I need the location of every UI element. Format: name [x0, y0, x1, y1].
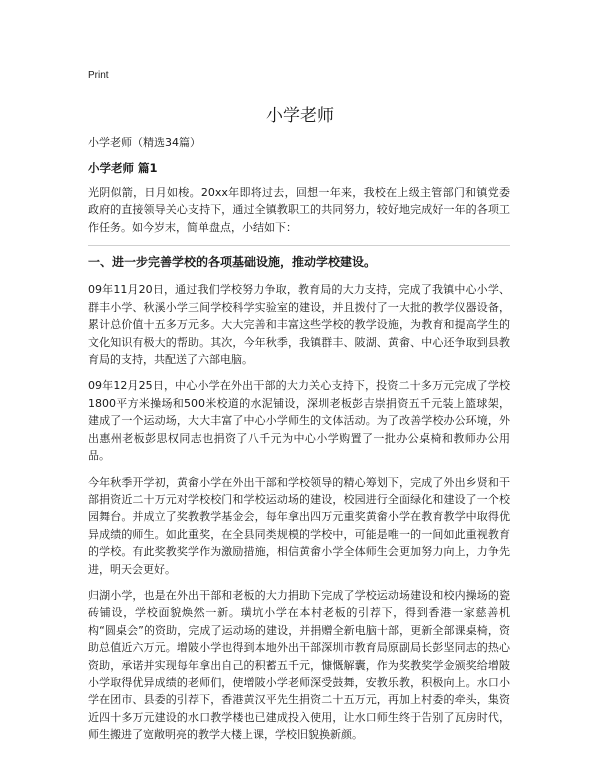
print-link[interactable]: Print: [88, 70, 109, 81]
section-heading: 小学老师 篇1: [88, 161, 158, 176]
document-body: [88, 134, 510, 753]
page-title: 小学老师: [266, 106, 334, 126]
intro-paragraph: 光阴似箭，日月如梭。20xx年即将过去，回想一年来，我校在上级主管部门和镇党委政府的直接领导关心支持下，通过全镇教职工的共同努力，较好地完成好一年的各项工作任务。如今岁末，简单盘点，小结如下：: [88, 185, 510, 234]
paragraph: 今年秋季开学初，黄畲小学在外出干部和学校领导的精心筹划下，完成了外出乡贤和干部捐资近二十万元对学校校门和学校运动场的建设，校园进行全面绿化和建设了一个校园舞台。并成立了奖教教学基金会，每年拿出四万元重奖黄畲小学在教育教学中取得优异成绩的师生。如此重奖，在全县同类规模的学校中，可能是唯一的一间如此重视教育的学校。有此奖教奖学作为激励措施，相信黄畲小学全体师生会更加努力向上，力争先进，明天会更好。: [88, 475, 510, 576]
document-subtitle: 小学老师（精选34篇）: [88, 136, 201, 149]
sub-heading: 一、进一步完善学校的各项基础设施，推动学校建设。: [88, 255, 377, 270]
paragraph: 归湖小学，也是在外出干部和老板的大力捐助下完成了学校运动场建设和校内操场的瓷砖铺设，学校面貌焕然一新。璜坑小学在本村老板的引荐下，得到香港一家慈善机构“圆桌会”的资助，完成了运动场的建设，并捐赠全新电脑十部，更新全部课桌椅，资助总值近六万元。增陂小学也得到本地外出干部深圳市教育局原副局长彭坚同志的热心资助，承诺并实现每年拿出自己的积蓄五千元，慷慨解囊，作为奖教奖学金颁奖给增陂小学取得优异成绩的老师们，使增陂小学老师深受鼓舞，安教乐教，积极向上。水口小学在团市、县委的引荐下，香港黄汉平先生捐资二十五万元，再加上村委的牵头，集资近四十多万元建设的水口教学楼也已建成投入使用，让水口师生终于告别了瓦房时代，师生搬进了宽敞明亮的教学大楼上课，学校旧貌换新颜。: [88, 588, 510, 742]
paragraph: 09年11月20日，通过我们学校努力争取，教育局的大力支持，完成了我镇中心小学、群丰小学、秋溪小学三间学校科学实验室的建设，并且拨付了一大批的教学仪器设备，累计总价值十五多万元多。大大完善和丰富这些学校的教学设施，为教育和提高学生的文化知识有极大的帮助。其次，今年秋季，我镇群丰、陂湖、黄畲、中心还争取到县教育局的支持，共配送了六部电脑。: [88, 283, 510, 367]
divider: [88, 245, 510, 246]
paragraph: 09年12月25日，中心小学在外出干部的大力关心支持下，投资二十多万元完成了学校1800平方米操场和500米校道的水泥铺设，深圳老板彭吉崇捐资五千元装上篮球架，建成了一个运动场，大大丰富了中心小学师生的文体活动。为了改善学校办公环境，外出惠州老板彭思权同志也捐资了八千元为中心小学购置了一批办公桌椅和教师办公用品。: [88, 379, 510, 463]
